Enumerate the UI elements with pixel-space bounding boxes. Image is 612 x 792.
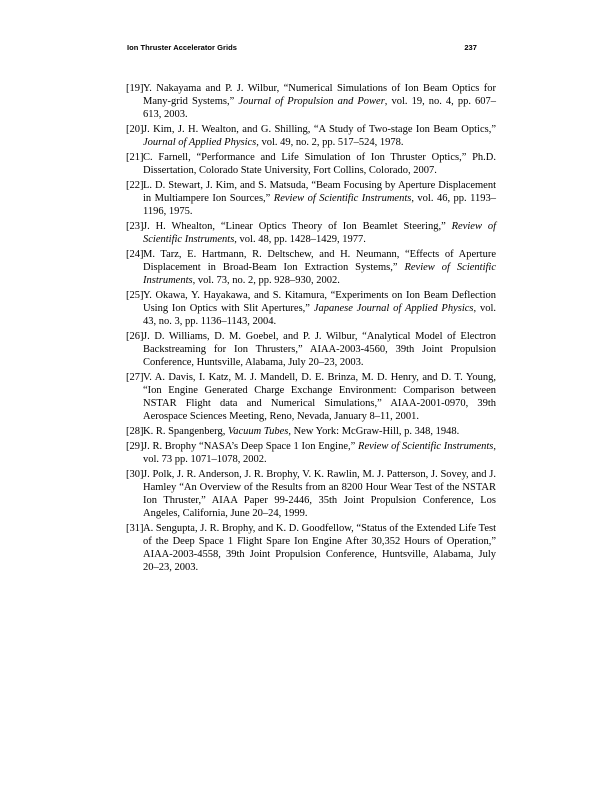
reference-text: J. D. Williams, D. M. Goebel, and P. J. Wilbur, “Analytical Model of Electron Backstreaming for Ion Thrusters,” AIAA-2003-4560, 39th Joint Propulsion Conference, Huntsville, Alabama, July 20–23, 2003. — [143, 331, 496, 368]
reference-entry — [126, 522, 496, 574]
reference-text: J. H. Whealton, “Linear Optics Theory of Ion Beamlet Steering,” — [143, 221, 452, 232]
journal-title: Review of Scientific Instruments — [143, 221, 497, 245]
reference-text: , New York: McGraw-Hill, p. 348, 1948. — [288, 426, 460, 437]
reference-text: J. Polk, J. R. Anderson, J. R. Brophy, V. K. Rawlin, M. J. Patterson, J. Sovey, and J. Hamley “An Overview of the Results from an 8200 Hour Wear Test of the NSTAR Ion Thruster,” AIAA Paper 99-2446, 35th Joint Propulsion Conference, Los Angeles, California, June 20–24, 1999. — [143, 469, 496, 519]
page-header — [127, 43, 477, 53]
reference-text: K. R. Spangenberg, — [143, 426, 228, 437]
reference-text: A. Sengupta, J. R. Brophy, and K. D. Goodfellow, “Status of the Extended Life Test of the Deep Space 1 Flight Spare Ion Engine After 30,352 Hours of Operation,” AIAA-2003-4558, 39th Joint Propulsion Conference, Huntsville, Alabama, July 20–23, 2003. — [143, 523, 496, 573]
journal-title: Journal of Propulsion and Power — [238, 96, 385, 107]
reference-label: [22] — [126, 180, 144, 191]
reference-text: , vol. 46, pp. 1193–1196, 1975. — [143, 193, 496, 217]
reference-label: [25] — [126, 290, 144, 301]
reference-text: L. D. Stewart, J. Kim, and S. Matsuda, “Beam Focusing by Aperture Displacement in Multiampere Ion Sources,” — [143, 180, 496, 204]
reference-text: Y. Nakayama and P. J. Wilbur, “Numerical Simulations of Ion Beam Optics for Many-grid Systems,” — [143, 83, 496, 107]
reference-text: , vol. 19, no. 4, pp. 607–613, 2003. — [143, 96, 497, 120]
reference-entry — [126, 179, 496, 218]
reference-text: , vol. 73 pp. 1071–1078, 2002. — [143, 441, 496, 465]
reference-entry — [126, 468, 496, 520]
reference-text: , vol. 43, no. 3, pp. 1136–1143, 2004. — [143, 303, 496, 327]
reference-entry — [126, 330, 496, 369]
reference-label: [31] — [126, 523, 144, 534]
reference-label: [21] — [126, 152, 144, 163]
running-title: Ion Thruster Accelerator Grids — [127, 43, 238, 52]
reference-entry — [126, 425, 496, 438]
reference-list — [126, 82, 496, 576]
journal-title: Review of Scientific Instruments — [143, 262, 496, 286]
reference-label: [23] — [126, 221, 144, 232]
reference-label: [24] — [126, 249, 144, 260]
reference-label: [28] — [126, 426, 144, 437]
page-number: 237 — [464, 43, 477, 52]
reference-entry — [126, 151, 496, 177]
journal-title: Vacuum Tubes — [227, 426, 289, 437]
reference-label: [27] — [126, 372, 144, 383]
reference-entry — [126, 371, 496, 423]
reference-label: [29] — [126, 441, 144, 452]
reference-entry — [126, 123, 496, 149]
reference-entry — [126, 289, 496, 328]
reference-text: J. Kim, J. H. Wealton, and G. Shilling, “A Study of Two-stage Ion Beam Optics,” — [143, 124, 496, 135]
reference-text: , vol. 48, pp. 1428–1429, 1977. — [234, 234, 366, 245]
reference-text: , vol. 49, no. 2, pp. 517–524, 1978. — [256, 137, 404, 148]
journal-title: Review of Scientific Instruments — [273, 193, 412, 204]
reference-text: , vol. 73, no. 2, pp. 928–930, 2002. — [192, 275, 340, 286]
reference-label: [20] — [126, 124, 144, 135]
reference-entry — [126, 82, 496, 121]
reference-text: Y. Okawa, Y. Hayakawa, and S. Kitamura, “Experiments on Ion Beam Deflection Using Ion Optics with Slit Apertures,” — [143, 290, 496, 314]
reference-entry — [126, 220, 496, 246]
reference-entry — [126, 440, 496, 466]
reference-label: [26] — [126, 331, 144, 342]
journal-title: Japanese Journal of Applied Physics — [313, 303, 474, 314]
journal-title: Review of Scientific Instruments — [358, 441, 494, 452]
reference-entry — [126, 248, 496, 287]
reference-text: M. Tarz, E. Hartmann, R. Deltschew, and H. Neumann, “Effects of Aperture Displacement in Broad-Beam Ion Extraction Systems,” — [143, 249, 496, 273]
reference-text: C. Farnell, “Performance and Life Simulation of Ion Thruster Optics,” Ph.D. Dissertation, Colorado State University, Fort Collins, Colorado, 2007. — [143, 152, 496, 176]
reference-text: V. A. Davis, I. Katz, M. J. Mandell, D. E. Brinza, M. D. Henry, and D. T. Young, “Ion Engine Generated Charge Exchange Environment: Comparison between NSTAR Flight data and Numerical Simulations,” AIAA-2001-0970, 39th Aerospace Sciences Meeting, Reno, Nevada, January 8–11, 2001. — [143, 372, 496, 422]
reference-text: J. R. Brophy “NASA’s Deep Space 1 Ion Engine,” — [143, 441, 359, 452]
reference-label: [30] — [126, 469, 144, 480]
reference-label: [19] — [126, 83, 144, 94]
journal-title: Journal of Applied Physics — [143, 137, 257, 148]
